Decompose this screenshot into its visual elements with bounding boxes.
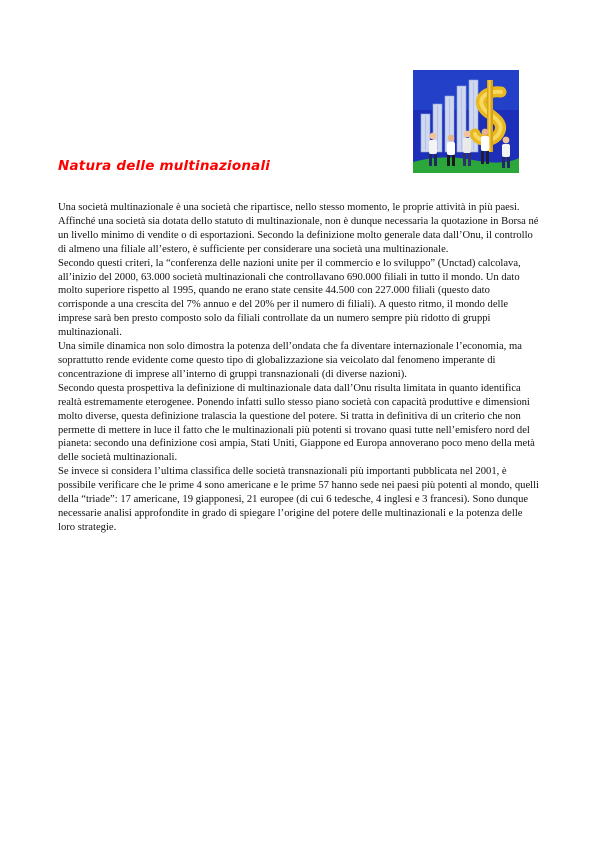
page-title: Natura delle multinazionali <box>58 158 271 174</box>
paragraph: Secondo questa prospettiva la definizione di multinazionale data dall’Onu risulta limitata in quanto identifica realtà estremamente eterogenee. Ponendo infatti sullo stesso piano società con capacità produttive e dimensioni molto diverse, questa definizione tralascia la questione del potere. Si tratta in definitiva di un criterio che non permette di mettere in luce il fatto che le multinazionali più potenti si trovano quasi tutte nell’emisfero nord del pianeta: secondo una definizione così ampia, Stati Uniti, Giappone ed Europa annoverano poco meno della metà delle società multinazionali. <box>58 382 535 464</box>
document-body <box>58 201 540 535</box>
paragraph: Una società multinazionale è una società che ripartisce, nello stesso momento, le proprie attività in più paesi. <box>58 202 520 213</box>
paragraph: Se invece si considera l’ultima classifica delle società transnazionali più importanti pubblicata nel 2001, è possibile verificare che le prime 4 sono americane e le prime 57 hanno sede nei paesi più potenti al mondo, quelli della “triade”: 17 americane, 19 giapponesi, 21 europee (di cui 6 tedesche, 4 inglesi e 3 francesi). Sono dunque necessarie analisi approfondite in grado di spiegare l’origine del potere delle multinazionali e la potenza delle loro strategie. <box>58 466 539 533</box>
paragraph: Secondo questi criteri, la “conferenza delle nazioni unite per il commercio e lo sviluppo” (Unctad) calcolava, all’inizio del 2000, 63.000 società multinazionali che controllavano 690.000 filiali in tutto il mondo. Un dato molto superiore rispetto al 1995, quando ne erano state censite 44.500 con 227.000 filiali (questo dato corrisponde a una crescita del 7% annuo e del 20% per il numero di filiali). A questo ritmo, il mondo delle imprese sarà ben presto composto solo da filiali controllate da un numero sempre più ridotto di gruppi multinazionali. <box>58 257 521 339</box>
paragraph: Affinché una società sia dotata dello statuto di multinazionale, non è dunque necessaria la quotazione in Borsa né un livello minimo di vendite o di esportazioni. Secondo la definizione molto generale data dall’Onu, il controllo di almeno una filiale all’estero, è sufficiente per considerare una società una multinazionale. <box>58 215 539 255</box>
paragraph: Una simile dinamica non solo dimostra la potenza dell’ondata che fa diventare internazionale l’economia, ma soprattutto rende evidente come questo tipo di globalizzazione sia veicolato dal fenomeno imperante di concentrazione di imprese all’interno di gruppi transnazionali (di diverse nazioni). <box>58 341 522 380</box>
business-growth-clipart <box>413 70 519 173</box>
